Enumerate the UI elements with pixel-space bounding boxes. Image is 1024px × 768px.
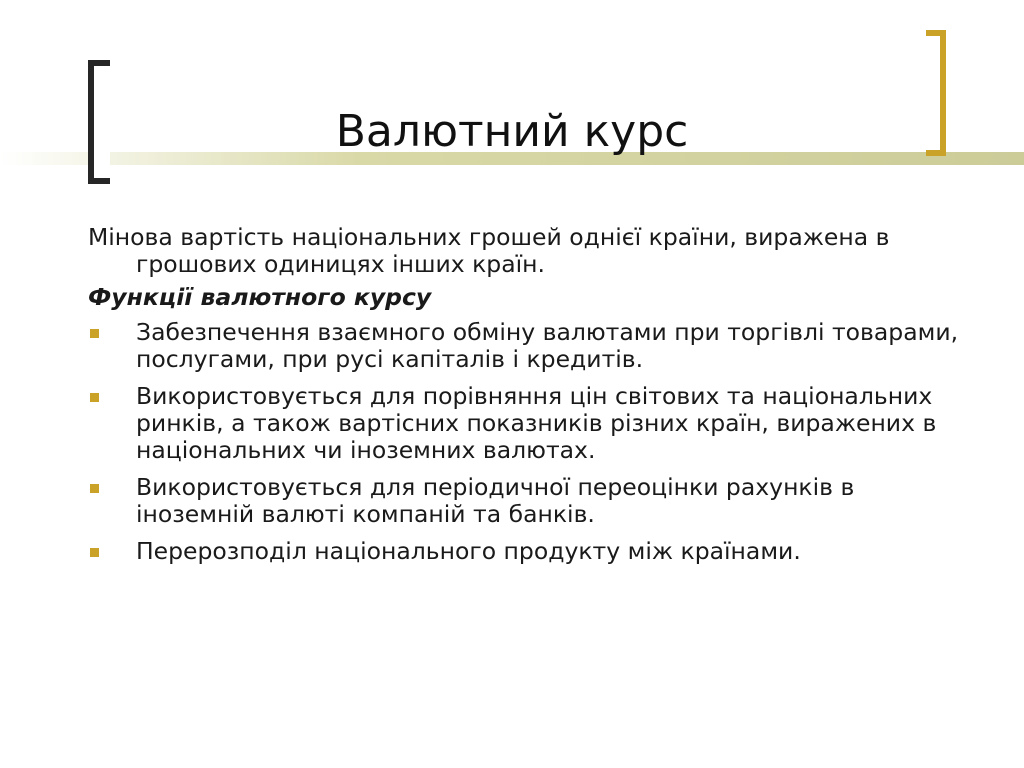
square-bullet-icon xyxy=(90,484,99,493)
functions-list xyxy=(88,319,978,565)
slide-content xyxy=(88,224,978,575)
square-bullet-icon xyxy=(90,393,99,402)
square-bullet-icon xyxy=(90,329,99,338)
list-item-text: Використовується для періодичної переоцінки рахунків в іноземній валюті компаній та банків. xyxy=(136,473,855,528)
list-item xyxy=(88,319,978,373)
list-item-text: Забезпечення взаємного обміну валютами при торгівлі товарами, послугами, при русі капіталів і кредитів. xyxy=(136,318,959,373)
definition-text: Мінова вартість національних грошей однієї країни, виражена в грошових одиницях інших країн. xyxy=(88,223,890,278)
left-bracket-icon xyxy=(88,60,110,184)
list-item xyxy=(88,538,978,565)
slide-title: Валютний курс xyxy=(335,106,689,157)
list-item xyxy=(88,383,978,464)
list-item xyxy=(88,474,978,528)
functions-heading: Функції валютного курсу xyxy=(88,283,432,311)
list-item-text: Перерозподіл національного продукту між країнами. xyxy=(136,537,801,565)
right-bracket-icon xyxy=(926,30,946,156)
list-item-text: Використовується для порівняння цін світових та національних ринків, а також вартісних показників різних країн, виражених в національних чи іноземних валютах. xyxy=(136,382,937,464)
square-bullet-icon xyxy=(90,548,99,557)
